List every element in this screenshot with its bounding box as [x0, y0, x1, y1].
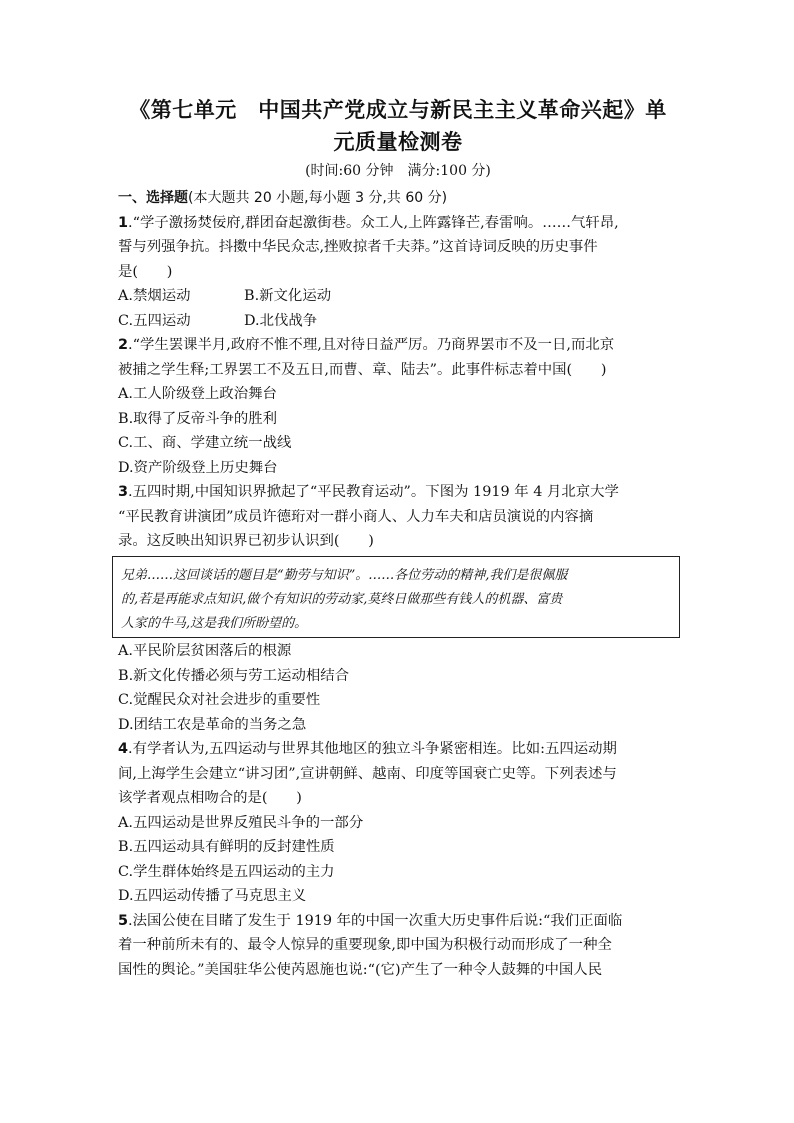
question-4-line-2: 间,上海学生会建立“讲习团”,宣讲朝鲜、越南、印度等国衰亡史等。下列表述与: [118, 765, 617, 782]
option-b: B.五四运动具有鲜明的反封建性质: [118, 839, 335, 855]
option-c: C.觉醒民众对社会进步的重要性: [118, 692, 321, 708]
question-1-line-2: 誓与列强争抗。抖擞中华民众志,挫败掠者千夫莽。”这首诗词反映的历史事件: [118, 239, 598, 255]
question-4-number: 4: [118, 741, 129, 757]
option-b: B.新文化传播必须与劳工运动相结合: [118, 667, 350, 684]
title-line-2: 元质量检测卷: [333, 130, 463, 154]
option-a: A.五四运动是世界反殖民斗争的一部分: [118, 814, 364, 831]
option-d: D.五四运动传播了马克思主义: [118, 888, 307, 904]
question-5-line-1: [118, 909, 678, 934]
option-a: A.禁烟运动: [118, 288, 191, 304]
option-c: C.五四运动: [118, 312, 191, 329]
question-3-number: 3: [118, 484, 129, 500]
option-b: B.取得了反帝斗争的胜利: [118, 410, 278, 427]
option-d: D.团结工农是革命的当务之急: [118, 716, 307, 733]
question-1-options-row-2: [118, 309, 678, 334]
question-1-number: 1: [118, 214, 129, 231]
question-content: [118, 186, 678, 554]
option-c: C.学生群体始终是五四运动的主力: [118, 863, 335, 880]
question-5-line-3: 国性的舆论。”美国驻华公使芮恩施也说:“(它)产生了一种令人鼓舞的中国人民: [118, 961, 603, 978]
question-4-line-1: [118, 737, 678, 762]
quote-excerpt-box: [112, 556, 680, 638]
exam-info: (时间:60 分钟 满分:100 分): [305, 163, 491, 179]
question-content-continued: [118, 639, 678, 982]
question-3-line-1: [118, 480, 678, 505]
question-2-line-1: [118, 333, 678, 358]
question-1-options-row-1: [118, 284, 678, 309]
question-1-line-3: 是( ): [118, 263, 173, 280]
question-4-text: .有学者认为,五四运动与世界其他地区的独立斗争紧密相连。比如:五四运动期: [128, 741, 617, 757]
question-2-text: .“学生罢课半月,政府不惟不理,且对待日益严厉。乃商界罢市不及一日,而北京: [128, 337, 615, 353]
title-line-1: 《第七单元 中国共产党成立与新民主主义革命兴起》单: [129, 98, 667, 122]
option-b: B.新文化运动: [244, 288, 332, 304]
question-4-line-3: 该学者观点相吻合的是( ): [118, 790, 302, 806]
question-5-text: .法国公使在目睹了发生于 1919 年的中国一次重大历史事件后说:“我们正面临: [128, 912, 623, 929]
question-3-text: .五四时期,中国知识界掀起了“平民教育运动”。下图为 1919 年 4 月北京大学: [128, 484, 619, 500]
quote-line-3: 人家的牛马,这是我们所盼望的。: [121, 616, 308, 631]
question-2-line-2: 被捕之学生释;工界罢工不及五日,而曹、章、陆去”。此事件标志着中国( ): [118, 361, 607, 378]
question-5-line-2: 着一种前所未有的、最令人惊异的重要现象,即中国为积极行动而形成了一种全: [118, 937, 612, 953]
quote-line-1: 兄弟……这回谈话的题目是“勤劳与知识”。……各位劳动的精神,我们是很佩服: [121, 568, 568, 583]
section-note: (本大题共 20 小题,每小题 3 分,共 60 分): [188, 190, 448, 206]
question-1-text: .“学子激扬焚佞府,群团奋起激街巷。众工人,上阵露锋芒,春雷响。……气轩昂,: [128, 214, 619, 231]
quote-line-2: 的,若是再能求点知识,做个有知识的劳动家,莫终日做那些有钱人的机器、富贵: [121, 592, 563, 607]
option-c: C.工、商、学建立统一战线: [118, 435, 292, 451]
section-heading: [118, 186, 678, 211]
section-label: 一、选择题: [118, 190, 188, 206]
question-3-line-3: 录。这反映出知识界已初步认识到( ): [118, 533, 374, 549]
option-a: A.工人阶级登上政治舞台: [118, 386, 277, 402]
option-a: A.平民阶层贫困落后的根源: [118, 643, 292, 659]
question-5-number: 5: [118, 912, 129, 929]
option-d: D.资产阶级登上历史舞台: [118, 459, 278, 476]
question-2-number: 2: [118, 337, 129, 353]
document-title: [118, 94, 678, 158]
option-d: D.北伐战争: [244, 312, 318, 329]
question-3-line-2: “平民教育讲演团”成员许德珩对一群小商人、人力车夫和店员演说的内容摘: [118, 508, 594, 525]
question-1-line-1: [118, 211, 678, 236]
